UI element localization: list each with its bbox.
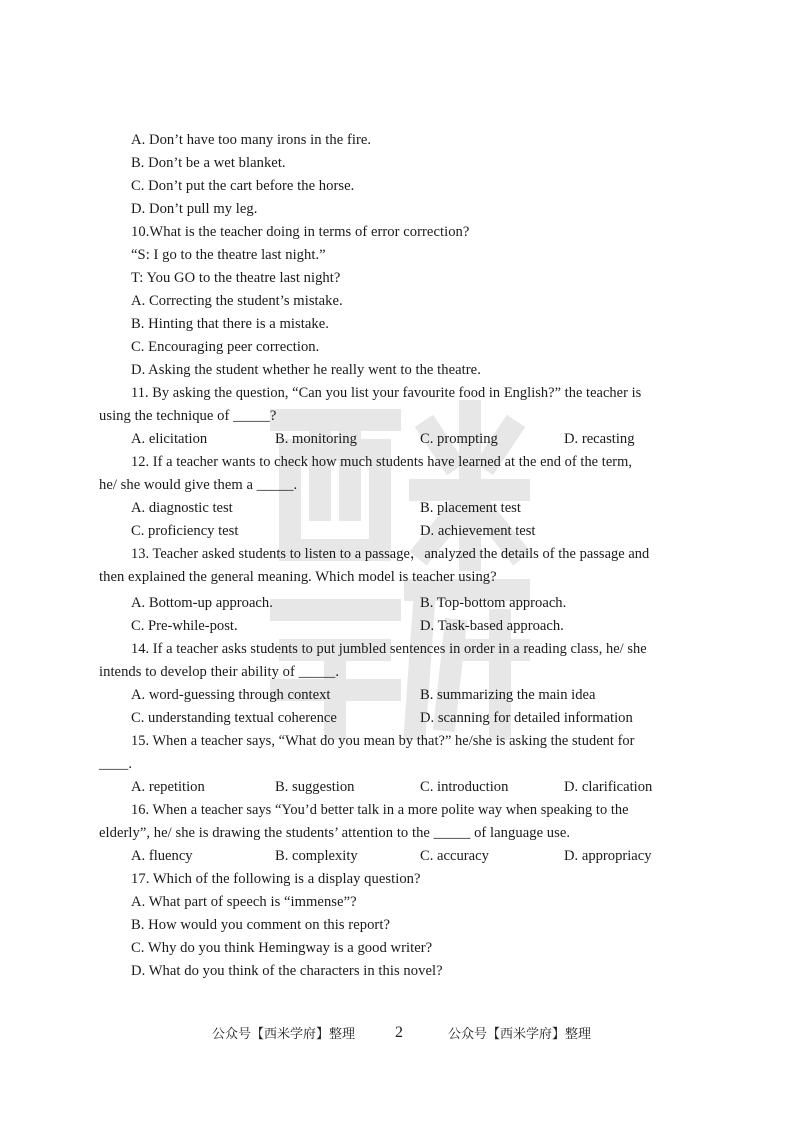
- q14-option-c: C. understanding textual coherence: [131, 710, 337, 726]
- q15-option-a: A. repetition: [131, 779, 205, 795]
- q16-option-b: B. complexity: [275, 848, 358, 864]
- q17-option-c: C. Why do you think Hemingway is a good writer?: [131, 940, 433, 956]
- q15-option-b: B. suggestion: [275, 779, 355, 795]
- q12-option-d: D. achievement test: [420, 523, 536, 539]
- q13-option-c: C. Pre-while-post.: [131, 618, 238, 634]
- q10-option-a: A. Correcting the student’s mistake.: [131, 293, 343, 309]
- q12-option-a: A. diagnostic test: [131, 500, 233, 516]
- q9-option-a: A. Don’t have too many irons in the fire.: [131, 132, 372, 148]
- q15-stem-line2: ____.: [99, 756, 133, 772]
- q13-stem-line1: 13. Teacher asked students to listen to a passage，analyzed the details of the passage and: [131, 546, 650, 562]
- q13-stem-line2: then explained the general meaning. Which model is teacher using?: [99, 569, 497, 585]
- page-number: 2: [395, 1024, 403, 1041]
- q13-option-b: B. Top-bottom approach.: [420, 595, 567, 611]
- q11-stem-line2: using the technique of _____?: [99, 408, 277, 424]
- q11-stem-line1: 11. By asking the question, “Can you list your favourite food in English?” the teacher is: [131, 385, 642, 401]
- q10-option-b: B. Hinting that there is a mistake.: [131, 316, 329, 332]
- q15-option-c: C. introduction: [420, 779, 509, 795]
- q12-option-b: B. placement test: [420, 500, 521, 516]
- q13-option-a: A. Bottom-up approach.: [131, 595, 273, 611]
- q14-option-a: A. word-guessing through context: [131, 687, 331, 703]
- q11-option-c: C. prompting: [420, 431, 498, 447]
- q13-option-d: D. Task-based approach.: [420, 618, 564, 634]
- q14-stem-line2: intends to develop their ability of _____.: [99, 664, 340, 680]
- q16-option-c: C. accuracy: [420, 848, 489, 864]
- q11-option-a: A. elicitation: [131, 431, 208, 447]
- q9-option-b: B. Don’t be a wet blanket.: [131, 155, 286, 171]
- q9-option-c: C. Don’t put the cart before the horse.: [131, 178, 355, 194]
- q12-option-c: C. proficiency test: [131, 523, 239, 539]
- q15-option-d: D. clarification: [564, 779, 653, 795]
- q14-option-d: D. scanning for detailed information: [420, 710, 633, 726]
- q10-dialog-student: “S: I go to the theatre last night.”: [131, 247, 326, 263]
- q16-stem-line1: 16. When a teacher says “You’d better talk in a more polite way when speaking to the: [131, 802, 629, 818]
- q10-option-d: D. Asking the student whether he really went to the theatre.: [131, 362, 481, 378]
- q10-dialog-teacher: T: You GO to the theatre last night?: [131, 270, 341, 286]
- footer-left: 公众号【西米学府】整理: [212, 1027, 356, 1042]
- q15-stem-line1: 15. When a teacher says, “What do you mean by that?” he/she is asking the student for: [131, 733, 635, 749]
- q12-stem-line2: he/ she would give them a _____.: [99, 477, 298, 493]
- q17-stem: 17. Which of the following is a display question?: [131, 871, 421, 887]
- q14-option-b: B. summarizing the main idea: [420, 687, 596, 703]
- q17-option-a: A. What part of speech is “immense”?: [131, 894, 357, 910]
- q17-option-b: B. How would you comment on this report?: [131, 917, 390, 933]
- q10-stem: 10.What is the teacher doing in terms of error correction?: [131, 224, 470, 240]
- q11-option-d: D. recasting: [564, 431, 635, 447]
- q10-option-c: C. Encouraging peer correction.: [131, 339, 320, 355]
- footer-right: 公众号【西米学府】整理: [448, 1027, 592, 1042]
- q9-option-d: D. Don’t pull my leg.: [131, 201, 258, 217]
- q11-option-b: B. monitoring: [275, 431, 357, 447]
- q14-stem-line1: 14. If a teacher asks students to put jumbled sentences in order in a reading class, he/ she: [131, 641, 647, 657]
- q17-option-d: D. What do you think of the characters in this novel?: [131, 963, 443, 979]
- q16-option-a: A. fluency: [131, 848, 193, 864]
- q16-stem-line2: elderly”, he/ she is drawing the students’ attention to the _____ of language use.: [99, 825, 571, 841]
- q12-stem-line1: 12. If a teacher wants to check how much students have learned at the end of the term,: [131, 454, 632, 470]
- q16-option-d: D. appropriacy: [564, 848, 652, 864]
